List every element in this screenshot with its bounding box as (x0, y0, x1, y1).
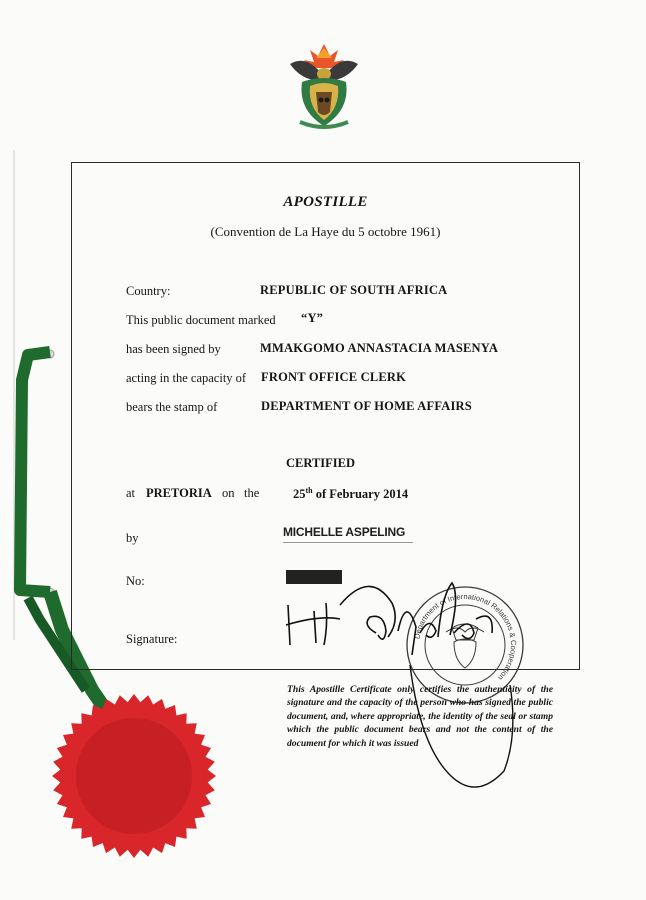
coat-of-arms-icon (286, 38, 362, 132)
signed-by-label: has been signed by (126, 342, 221, 356)
marked-label: This public document marked (126, 313, 276, 327)
date-month-year: of February 2014 (315, 487, 409, 502)
marked-value: “Y” (301, 311, 324, 325)
the-label: the (244, 486, 260, 500)
convention-subtitle: (Convention de La Haye du 5 octobre 1961) (210, 224, 441, 239)
date-value (293, 486, 408, 502)
official-name-underline (283, 542, 413, 543)
certified-heading: CERTIFIED (286, 456, 356, 470)
place-value: PRETORIA (146, 486, 212, 500)
capacity-label: acting in the capacity of (126, 371, 247, 385)
on-label: on (222, 486, 235, 500)
signature-label: Signature: (126, 632, 178, 646)
at-label: at (126, 486, 136, 500)
capacity-value: FRONT OFFICE CLERK (261, 370, 407, 384)
wax-seal-icon (52, 694, 216, 858)
apostille-disclaimer: This Apostille Certificate only certifies the authenticity of the signature and the capacity of the person who has signed the public document, and, where appropriate, the identity of the seal or stamp which the public document bears and not the content of the document for which it was issued (287, 684, 553, 749)
country-label: Country: (126, 284, 171, 298)
number-label: No: (126, 574, 145, 588)
signed-by-value: MMAKGOMO ANNASTACIA MASENYA (260, 341, 499, 355)
stamp-ring-text: Department of International Relations & Cooperation (412, 591, 519, 683)
stamp-label: bears the stamp of (126, 400, 218, 414)
wax-seal-inner (76, 718, 192, 834)
country-value: REPUBLIC OF SOUTH AFRICA (260, 283, 448, 297)
certificate-title: APOSTILLE (283, 194, 368, 210)
by-label: by (126, 531, 139, 545)
date-day: 25 (293, 487, 306, 502)
stamp-value: DEPARTMENT OF HOME AFFAIRS (261, 399, 472, 413)
official-name-stamp: MICHELLE ASPELING (283, 525, 406, 539)
date-day-suffix: th (305, 486, 313, 495)
